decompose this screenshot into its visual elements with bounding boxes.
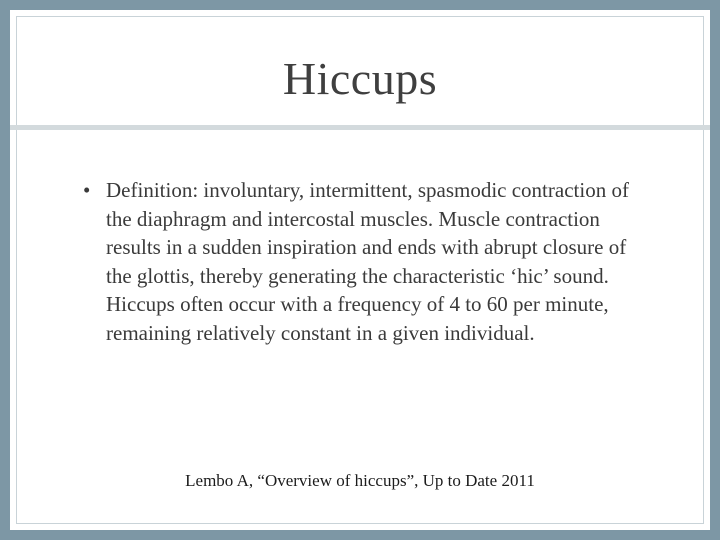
slide-title: Hiccups <box>282 52 438 104</box>
content-area <box>76 176 636 347</box>
bullet-item-definition <box>76 176 636 347</box>
citation: Lembo A, “Overview of hiccups”, Up to Date 2011 <box>185 471 535 490</box>
title-divider <box>10 125 710 130</box>
title-area <box>10 10 710 126</box>
bullet-list <box>76 176 636 347</box>
bullet-marker: • <box>83 178 91 202</box>
slide <box>10 10 710 530</box>
bullet-text: Definition: involuntary, intermittent, spasmodic contraction of the diaphragm and intercostal muscles. Muscle contraction results in a sudden inspiration and ends with abrupt closure of the glottis, thereby generating the characteristic ‘hic’ sound. Hiccups often occur with a frequency of 4 to 60 per minute, remaining relatively constant in a given individual. <box>106 178 629 345</box>
